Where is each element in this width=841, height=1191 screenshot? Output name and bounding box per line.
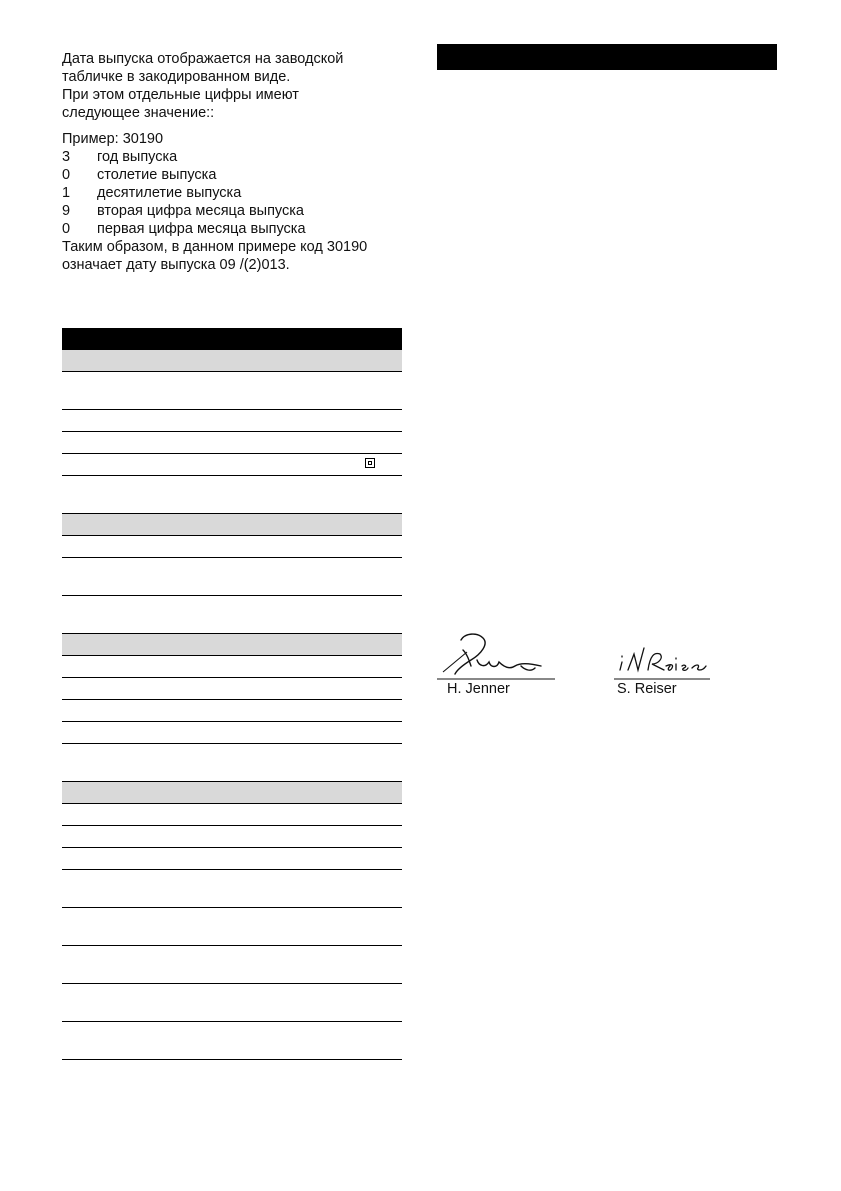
- technical-data-table: [62, 328, 402, 1060]
- intro-paragraph: [62, 50, 407, 122]
- table-section-row: [62, 634, 402, 656]
- table-row: [62, 1022, 402, 1060]
- intro-line: Дата выпуска отображается на заводской: [62, 51, 344, 67]
- code-row: [62, 166, 407, 184]
- code-meaning: год выпуска: [97, 149, 178, 165]
- table-row: [62, 536, 402, 558]
- code-digit: 0: [62, 221, 71, 237]
- signature-reiser: [614, 630, 714, 697]
- code-meaning: десятилетие выпуска: [97, 185, 242, 201]
- table-row: [62, 476, 402, 514]
- table-row: [62, 432, 402, 454]
- table-row: [62, 870, 402, 908]
- table-row: [62, 372, 402, 410]
- table-section-row: [62, 514, 402, 536]
- code-row: [62, 202, 407, 220]
- code-row: [62, 148, 407, 166]
- summary-paragraph: [62, 238, 407, 274]
- code-meaning: вторая цифра месяца выпуска: [97, 203, 305, 219]
- table-row: [62, 410, 402, 432]
- intro-line: следующее значение::: [62, 105, 215, 121]
- table-section-row: [62, 782, 402, 804]
- protection-class-ii-icon: [365, 458, 375, 468]
- code-row: [62, 220, 407, 238]
- table-row: [62, 804, 402, 826]
- table-row: [62, 678, 402, 700]
- table-row: [62, 848, 402, 870]
- intro-line: табличке в закодированном виде.: [62, 69, 291, 85]
- intro-line: При этом отдельные цифры имеют: [62, 87, 299, 103]
- code-meaning: первая цифра месяца выпуска: [97, 221, 306, 237]
- table-row: [62, 454, 402, 476]
- signatory-name: S. Reiser: [617, 681, 677, 697]
- code-meaning: столетие выпуска: [97, 167, 217, 183]
- signature-jenner: [437, 630, 557, 697]
- table-row: [62, 656, 402, 678]
- date-code-explanation: [62, 50, 407, 274]
- summary-line: Таким образом, в данном примере код 30190: [62, 239, 368, 255]
- table-row: [62, 596, 402, 634]
- handwritten-signature-icon: [437, 630, 557, 682]
- signatory-name: H. Jenner: [447, 681, 510, 697]
- table-row: [62, 722, 402, 744]
- table-row: [62, 984, 402, 1022]
- code-digit: 0: [62, 167, 71, 183]
- declaration-header-bar: [437, 44, 777, 70]
- summary-line: означает дату выпуска 09 /(2)013.: [62, 257, 290, 273]
- table-row: [62, 826, 402, 848]
- table-row: [62, 908, 402, 946]
- example-block: [62, 130, 407, 238]
- table-row: [62, 744, 402, 782]
- table-row: [62, 558, 402, 596]
- table-row: [62, 946, 402, 984]
- code-digit: 3: [62, 149, 71, 165]
- table-header-bar: [62, 328, 402, 350]
- code-row: [62, 184, 407, 202]
- handwritten-signature-icon: [614, 630, 714, 682]
- table-section-row: [62, 350, 402, 372]
- table-row: [62, 700, 402, 722]
- example-label: Пример: 30190: [62, 131, 164, 147]
- code-digit: 1: [62, 185, 71, 201]
- code-digit: 9: [62, 203, 71, 219]
